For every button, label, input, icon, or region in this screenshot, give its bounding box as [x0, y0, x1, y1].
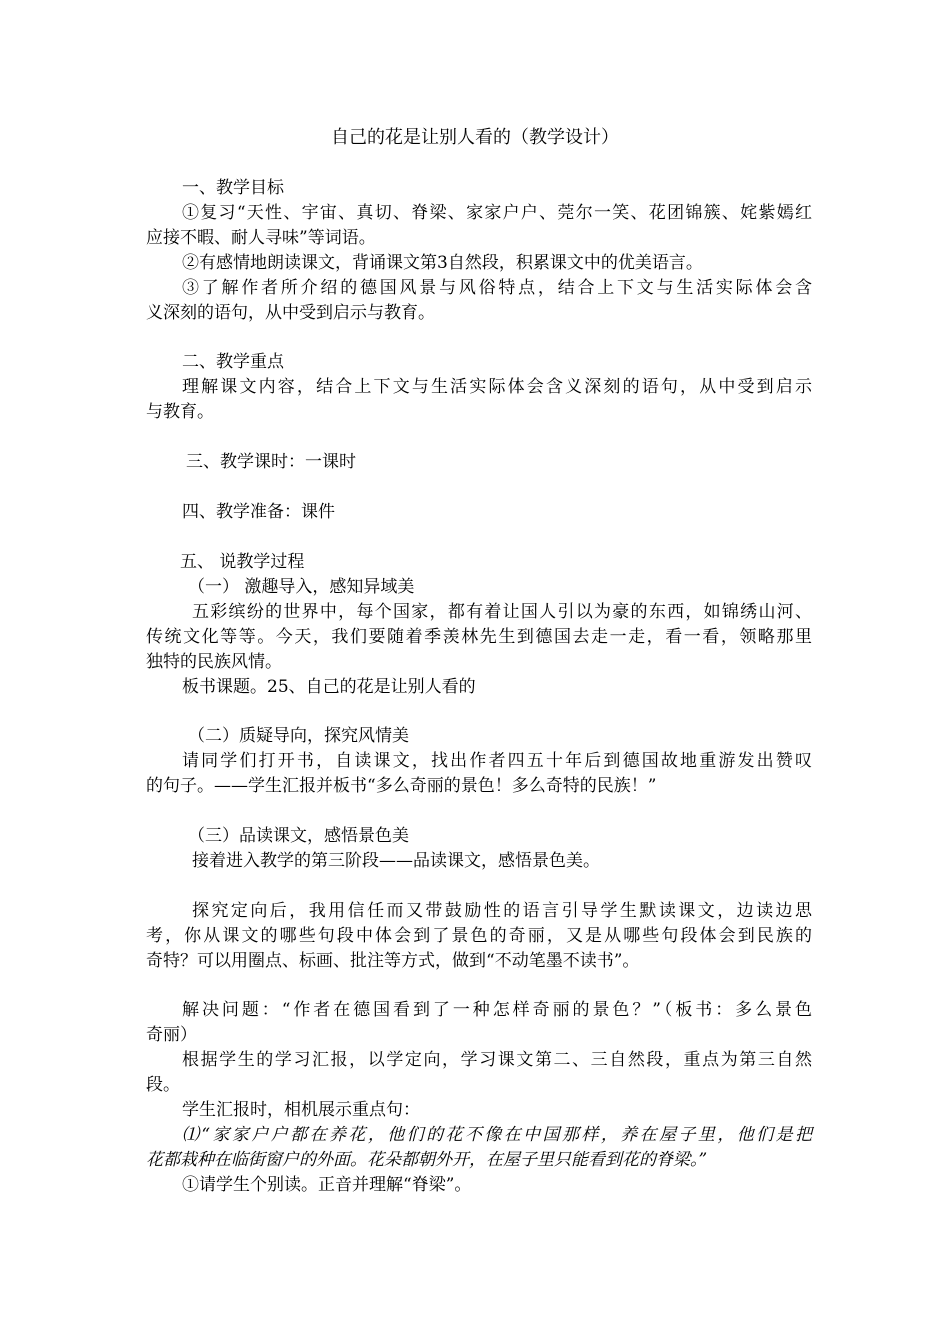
- document-title: 自己的花是让别人看的（教学设计）: [331, 127, 619, 148]
- paragraph-line: 学生汇报时，相机展示重点句：: [182, 1100, 420, 1120]
- section-heading-key-points: 二、教学重点: [182, 352, 284, 372]
- section-heading-process: 五、 说教学过程: [180, 552, 305, 572]
- quoted-key-sentence: ⑴“家家户户都在养花，他们的花不像在中国那样，养在屋子里，他们是把: [182, 1125, 812, 1145]
- subsection-heading: （三）品读课文，感悟景色美: [188, 826, 409, 846]
- paragraph-line: 传统文化等等。今天，我们要随着季羡林先生到德国去走一走，看一看，领略那里: [146, 627, 812, 647]
- paragraph-line: 奇特？可以用圈点、标画、批注等方式，做到“不动笔墨不读书”。: [146, 951, 640, 971]
- subsection-heading: （一） 激趣导入，感知异域美: [188, 577, 415, 597]
- paragraph-line: 理解课文内容，结合上下文与生活实际体会含义深刻的语句，从中受到启示: [182, 377, 812, 397]
- subsection-heading: （二）质疑导向，探究风情美: [188, 726, 409, 746]
- section-heading-goals: 一、教学目标: [182, 178, 284, 198]
- paragraph-line: ①请学生个别读。正音并理解“脊梁”。: [182, 1175, 472, 1195]
- paragraph-line: 根据学生的学习汇报，以学定向，学习课文第二、三自然段，重点为第三自然: [182, 1050, 812, 1070]
- paragraph-line: 考，你从课文的哪些句段中体会到了景色的奇丽，又是从哪些句段体会到民族的: [146, 926, 812, 946]
- quoted-key-sentence: 花都栽种在临街窗户的外面。花朵都朝外开，在屋子里只能看到花的脊梁。”: [146, 1150, 708, 1170]
- section-heading-preparation: 四、教学准备：课件: [182, 502, 335, 522]
- paragraph-line: 五彩缤纷的世界中，每个国家，都有着让国人引以为豪的东西，如锦绣山河、: [192, 602, 812, 622]
- paragraph-line: ①复习“天性、宇宙、真切、脊梁、家家户户、莞尔一笑、花团锦簇、姹紫嫣红: [182, 203, 812, 223]
- section-heading-hours: 三、教学课时：一课时: [186, 452, 356, 472]
- paragraph-line: 解决问题：“作者在德国看到了一种怎样奇丽的景色？”（板书：多么景色: [182, 1000, 812, 1020]
- paragraph-line: 独特的民族风情。: [146, 652, 282, 672]
- paragraph-line: 奇丽）: [146, 1025, 197, 1045]
- paragraph-line: 接着进入教学的第三阶段——品读课文，感悟景色美。: [192, 851, 600, 871]
- paragraph-line: 的句子。——学生汇报并板书“多么奇丽的景色！多么奇特的民族！”: [146, 776, 657, 796]
- paragraph-line: 探究定向后，我用信任而又带鼓励性的语言引导学生默读课文，边读边思: [192, 901, 812, 921]
- paragraph-line: 请同学们打开书，自读课文，找出作者四五十年后到德国故地重游发出赞叹: [182, 751, 812, 771]
- paragraph-line: 应接不暇、耐人寻味”等词语。: [146, 228, 376, 248]
- paragraph-line: 段。: [146, 1075, 180, 1095]
- paragraph-line: ③了解作者所介绍的德国风景与风俗特点，结合上下文与生活实际体会含: [182, 278, 812, 298]
- paragraph-line: ②有感情地朗读课文，背诵课文第3自然段，积累课文中的优美语言。: [182, 253, 703, 273]
- paragraph-line: 与教育。: [146, 402, 214, 422]
- paragraph-line: 板书课题。25、自己的花是让别人看的: [182, 677, 476, 697]
- paragraph-line: 义深刻的语句，从中受到启示与教育。: [146, 303, 435, 323]
